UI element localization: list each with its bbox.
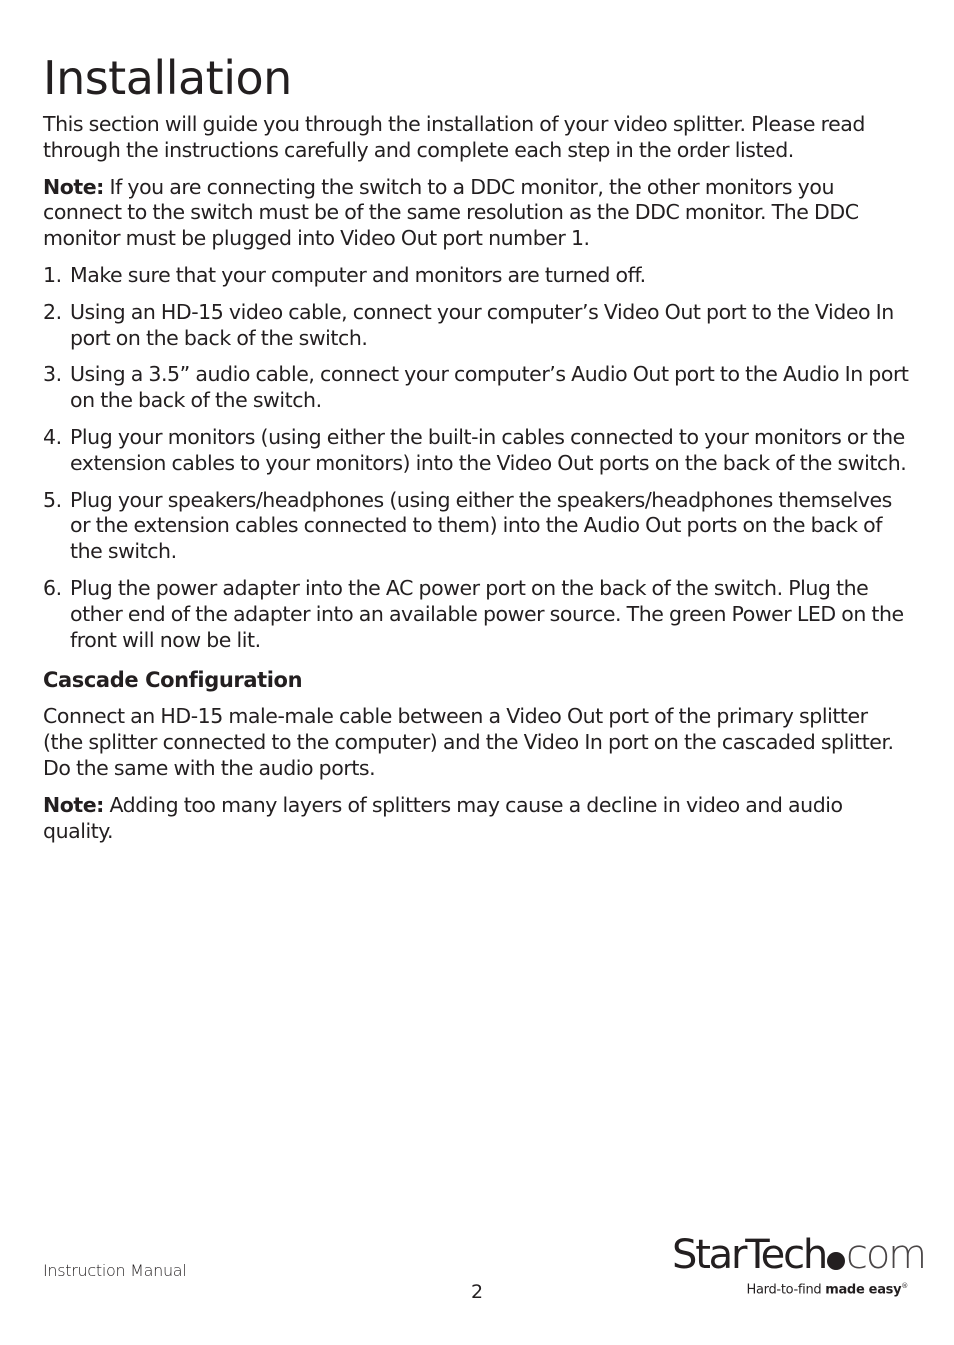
logo-suffix: com bbox=[846, 1232, 925, 1278]
step-text: Using an HD-15 video cable, connect your computer’s Video Out port to the Video In port on the back of the switch. bbox=[70, 299, 894, 350]
startech-logo bbox=[668, 1232, 925, 1302]
step-text: Make sure that your computer and monitors are turned off. bbox=[70, 262, 646, 287]
page-content bbox=[43, 48, 913, 855]
logo-wordmark bbox=[672, 1232, 925, 1278]
tagline-bold: made easy bbox=[825, 1282, 902, 1298]
note-text: Adding too many layers of splitters may cause a decline in video and audio quality. bbox=[43, 792, 843, 843]
step-number: 3. bbox=[43, 362, 62, 387]
list-item bbox=[43, 488, 913, 565]
list-item bbox=[43, 263, 913, 289]
page-title: Installation bbox=[43, 51, 292, 105]
step-text: Plug your monitors (using either the built-in cables connected to your monitors or the extension cables to your monitors) into the Video Out ports on the back of the switch. bbox=[70, 424, 907, 475]
list-item bbox=[43, 300, 913, 352]
list-item bbox=[43, 362, 913, 414]
note-label: Note: bbox=[43, 174, 104, 199]
step-number: 1. bbox=[43, 262, 62, 287]
list-item bbox=[43, 425, 913, 477]
tagline-prefix: Hard-to-find bbox=[746, 1282, 826, 1298]
page-number: 2 bbox=[470, 1281, 484, 1303]
logo-brand: StarTech bbox=[672, 1232, 827, 1278]
step-number: 6. bbox=[43, 575, 62, 600]
intro-paragraph: This section will guide you through the installation of your video splitter. Please read through the instructions carefully and complete each step in the order listed. bbox=[43, 112, 865, 162]
step-number: 5. bbox=[43, 487, 62, 512]
logo-tagline bbox=[747, 1282, 908, 1297]
cascade-paragraph: Connect an HD-15 male-male cable between a Video Out port of the primary splitter (the splitter connected to the computer) and the Video In port on the cascaded splitter. Do the same with the audio ports. bbox=[43, 704, 894, 780]
step-text: Plug your speakers/headphones (using either the speakers/headphones themselves or the extension cables connected to them) into the Audio Out ports on the back of the switch. bbox=[70, 487, 892, 564]
list-item bbox=[43, 576, 913, 653]
step-number: 4. bbox=[43, 424, 62, 449]
registered-mark: ® bbox=[901, 1282, 908, 1290]
note-ddc bbox=[43, 175, 913, 252]
note-text: If you are connecting the switch to a DDC monitor, the other monitors you connect to the switch must be of the same resolution as the DDC monitor. The DDC monitor must be plugged into Video Out port number 1. bbox=[43, 174, 859, 251]
footer-manual-label: Instruction Manual bbox=[43, 1261, 187, 1280]
note-label: Note: bbox=[43, 792, 104, 817]
step-number: 2. bbox=[43, 299, 62, 324]
installation-steps bbox=[43, 263, 913, 653]
note-layers bbox=[43, 793, 913, 845]
logo-dot-icon bbox=[827, 1252, 845, 1270]
step-text: Plug the power adapter into the AC power port on the back of the switch. Plug the other end of the adapter into an available power source. The green Power LED on the front will now be lit. bbox=[70, 575, 904, 652]
step-text: Using a 3.5” audio cable, connect your computer’s Audio Out port to the Audio In port on the back of the switch. bbox=[70, 362, 909, 413]
cascade-heading: Cascade Configuration bbox=[43, 668, 303, 693]
